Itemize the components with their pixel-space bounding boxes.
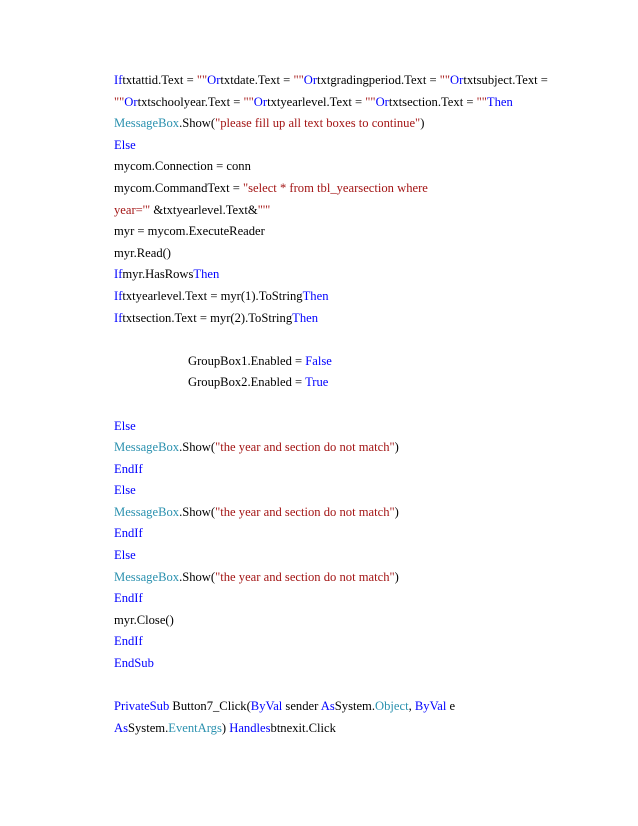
text-token: myr.HasRows: [122, 267, 194, 282]
code-line: [114, 113, 584, 135]
text-token: GroupBox1.Enabled =: [188, 353, 306, 368]
string-token: "'": [257, 202, 271, 217]
blank-line: [114, 675, 584, 697]
code-line: [114, 718, 584, 740]
text-token: myr = mycom.ExecuteReader: [114, 224, 265, 239]
text-token: mycom.CommandText =: [114, 180, 243, 195]
keyword-token: Else: [114, 137, 136, 152]
blank-line: [114, 394, 584, 416]
string-token: "": [476, 94, 487, 109]
keyword-token: Or: [124, 94, 138, 109]
code-line: [114, 631, 584, 653]
keyword-token: If: [114, 288, 123, 303]
text-token: txtsection.Text =: [388, 94, 477, 109]
keyword-token: Handles: [229, 720, 271, 735]
text-token: txtyearlevel.Text = myr(1).ToString: [122, 288, 303, 303]
code-line: [114, 264, 584, 286]
text-token: &txtyearlevel.Text&: [150, 202, 258, 217]
text-token: Button7_Click(: [169, 699, 251, 714]
string-token: "": [439, 73, 451, 87]
code-line: [114, 351, 584, 373]
text-token: myr.Close(): [114, 612, 174, 627]
keyword-token: Else: [114, 548, 136, 563]
keyword-token: PrivateSub: [114, 699, 170, 714]
code-line: [114, 286, 584, 308]
text-token: System.: [334, 699, 376, 714]
code-line: [114, 459, 584, 481]
code-line: [114, 480, 584, 502]
keyword-token: As: [320, 699, 335, 714]
string-token: "please fill up all text boxes to continue": [215, 116, 421, 131]
code-line: [114, 221, 584, 243]
text-token: GroupBox2.Enabled =: [188, 375, 306, 390]
keyword-token: ByVal: [250, 699, 283, 714]
code-line: [114, 92, 584, 114]
keyword-token: True: [305, 375, 329, 390]
keyword-token: If: [114, 73, 123, 87]
text-token: sender: [282, 699, 321, 714]
code-line: [114, 502, 584, 524]
string-token: "": [365, 94, 376, 109]
blank-line: [114, 329, 584, 351]
text-token: .Show(: [179, 504, 216, 519]
keyword-token: False: [305, 353, 332, 368]
class-token: MessageBox: [114, 440, 180, 455]
keyword-token: Or: [375, 94, 389, 109]
text-token: ): [394, 440, 399, 455]
text-token: .Show(: [179, 569, 216, 584]
text-token: txtsubject.Text =: [463, 73, 548, 87]
code-line: [114, 156, 584, 178]
string-token: "the year and section do not match": [215, 504, 395, 519]
text-token: btnexit.Click: [270, 720, 336, 735]
keyword-token: Then: [292, 310, 319, 325]
class-token: MessageBox: [114, 569, 180, 584]
keyword-token: Then: [486, 94, 513, 109]
class-token: MessageBox: [114, 504, 180, 519]
code-line: [114, 135, 584, 157]
code-line: [114, 545, 584, 567]
keyword-token: Else: [114, 483, 136, 498]
keyword-token: If: [114, 267, 123, 282]
text-token: txtschoolyear.Text =: [137, 94, 244, 109]
text-token: myr.Read(): [114, 245, 172, 260]
code-line: [114, 178, 584, 200]
text-token: txtattid.Text =: [122, 73, 197, 87]
text-token: ): [420, 116, 425, 131]
keyword-token: Or: [253, 94, 268, 109]
code-line: [114, 416, 584, 438]
code-line: [114, 308, 584, 330]
code-line: [114, 437, 584, 459]
keyword-token: EndIf: [114, 461, 143, 476]
text-token: ,: [408, 699, 415, 714]
string-token: "": [293, 73, 304, 87]
class-token: MessageBox: [114, 116, 180, 131]
string-token: "": [114, 94, 125, 109]
keyword-token: Or: [450, 73, 464, 87]
string-token: year='": [114, 202, 151, 217]
string-token: "": [196, 73, 208, 87]
keyword-token: EndIf: [114, 634, 143, 649]
text-token: ): [221, 720, 230, 735]
text-token: System.: [128, 720, 169, 735]
text-token: txtsection.Text = myr(2).ToString: [122, 310, 293, 325]
text-token: txtyearlevel.Text =: [267, 94, 366, 109]
string-token: "the year and section do not match": [215, 440, 395, 455]
class-token: EventArgs: [168, 720, 222, 735]
keyword-token: Else: [114, 418, 136, 433]
keyword-token: EndIf: [114, 591, 143, 606]
keyword-token: If: [114, 310, 123, 325]
code-listing: [114, 70, 584, 739]
keyword-token: Then: [193, 267, 220, 282]
keyword-token: EndIf: [114, 526, 143, 541]
keyword-token: Or: [207, 73, 221, 87]
code-line: [114, 653, 584, 675]
code-line: [114, 372, 584, 394]
code-line: [114, 70, 584, 92]
code-line: [114, 567, 584, 589]
keyword-token: As: [114, 720, 128, 735]
code-line: [114, 588, 584, 610]
code-line: [114, 696, 584, 718]
text-token: e: [446, 699, 456, 714]
class-token: Object: [375, 699, 409, 714]
string-token: "": [243, 94, 254, 109]
text-token: .Show(: [179, 440, 216, 455]
code-line: [114, 200, 584, 222]
text-token: mycom.Connection = conn: [114, 159, 251, 174]
text-token: txtdate.Text =: [220, 73, 294, 87]
keyword-token: ByVal: [414, 699, 447, 714]
string-token: "select * from tbl_yearsection where: [243, 180, 428, 195]
code-line: [114, 523, 584, 545]
string-token: "the year and section do not match": [215, 569, 395, 584]
keyword-token: EndSub: [114, 656, 154, 671]
text-token: .Show(: [179, 116, 216, 131]
code-line: [114, 243, 584, 265]
text-token: ): [394, 569, 399, 584]
text-token: txtgradingperiod.Text =: [317, 73, 440, 87]
keyword-token: Then: [302, 288, 329, 303]
code-line: [114, 610, 584, 632]
text-token: ): [394, 504, 399, 519]
keyword-token: Or: [303, 73, 318, 87]
